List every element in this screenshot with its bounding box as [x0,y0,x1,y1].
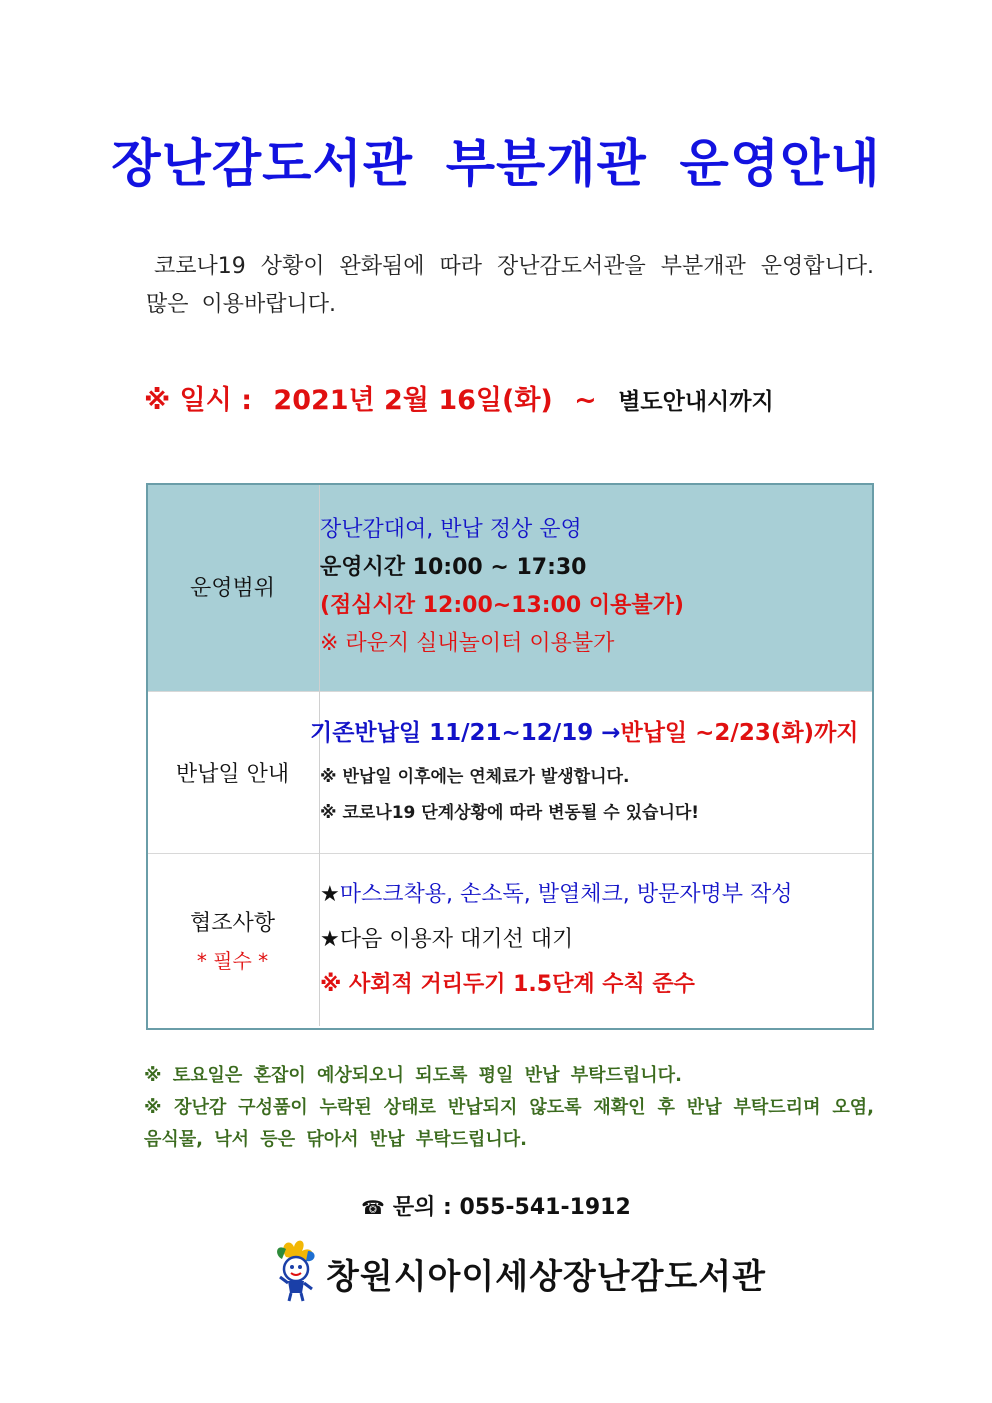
table-row-cooperation [146,853,872,1026]
return-date-line [310,713,872,753]
return-new-date: 반납일 ~2/23(화)까지 [620,720,859,746]
schedule-tilde: ~ [574,385,597,416]
table-row-return [146,691,872,853]
contact-label: 문의 : 055-541-1912 [392,1195,631,1220]
cooperation-title: 협조사항 [189,910,275,936]
footer-logo [272,1235,772,1305]
operation-line-1: 장난감대여, 반납 정상 운영 [320,516,582,542]
schedule-prefix: ※ 일시 : [144,385,253,416]
required-label: * 필수 * [196,948,269,973]
note-components: ※ 장난감 구성품이 누락된 상태로 반납되지 않도록 재확인 후 반납 부탁드리며 오염, 음식물, 낙서 등은 닦아서 반납 부탁드립니다. [144,1097,874,1150]
return-old-date: 기존반납일 11/21~12/19 → [310,720,621,746]
cooperation-line-2 [320,917,872,962]
schedule-date: 2021년 2월 16일(화) [273,385,553,416]
schedule-line [144,378,884,417]
schedule-until: 별도안내시까지 [618,389,774,415]
mask-rules: 마스크착용, 손소독, 발열체크, 방문자명부 작성 [339,882,793,908]
row-header-cooperation [146,853,320,1026]
library-name: 창원시아이세상장난감도서관 [326,1257,766,1297]
row-header-operation: 운영범위 [146,483,320,691]
page-title: 장난감도서관 부분개관 운영안내 [111,135,881,194]
star-icon: ★ [320,882,340,908]
lounge-notice: ※ 라운지 실내놀이터 이용불가 [320,630,615,656]
change-notice: ※ 코로나19 단계상황에 따라 변동될 수 있습니다! [320,803,700,823]
row-content-cooperation [320,853,873,1026]
mascot-icon [272,1235,322,1303]
late-fee-notice: ※ 반납일 이후에는 연체료가 발생합니다. [320,767,630,787]
notes-block [144,1060,874,1156]
row-content-return [310,691,873,853]
distancing-rule: ※ 사회적 거리두기 1.5단계 수칙 준수 [320,972,695,998]
row-content-operation [320,483,873,691]
star-icon: ★ [320,927,340,953]
info-table [146,483,872,1026]
lunch-break: (점심시간 12:00~13:00 이용불가) [320,592,684,618]
waiting-line-rule: 다음 이용자 대기선 대기 [339,927,574,953]
intro-paragraph: 코로나19 상황이 완화됨에 따라 장난감도서관을 부분개관 운영합니다. 많은 이용바랍니다. [146,254,874,317]
contact-line [0,1190,992,1221]
phone-icon: ☎ [361,1197,385,1219]
row-header-return: 반납일 안내 [146,691,320,853]
operation-hours: 운영시간 10:00 ~ 17:30 [320,554,587,580]
cooperation-line-1 [320,872,872,917]
table-row-operation [146,483,872,691]
note-saturday: ※ 토요일은 혼잡이 예상되오니 되도록 평일 반납 부탁드립니다. [144,1065,682,1086]
